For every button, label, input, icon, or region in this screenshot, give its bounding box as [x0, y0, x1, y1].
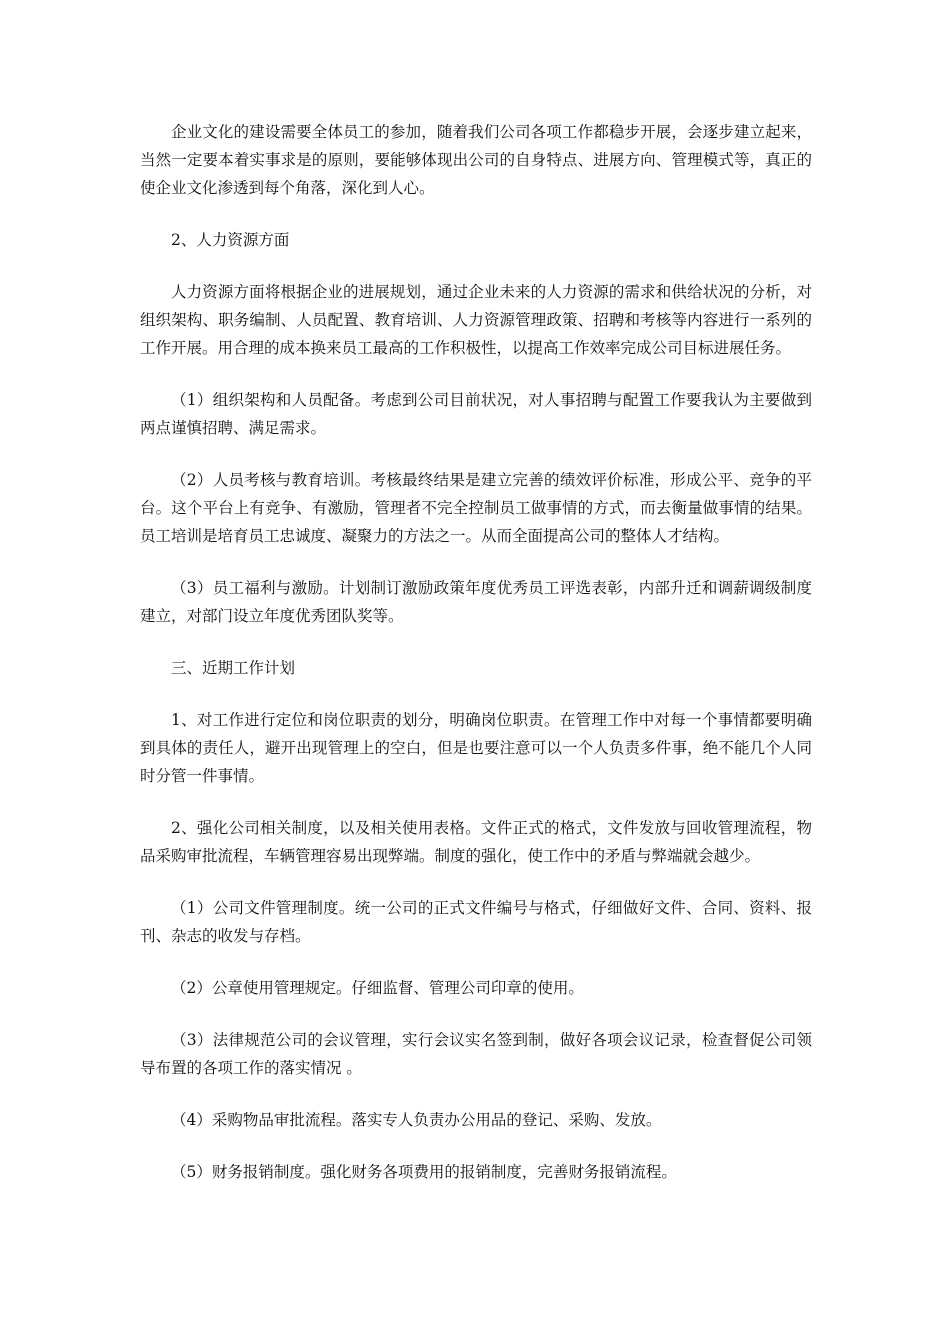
paragraph-meeting-management: （3）法律规范公司的会议管理，实行会议实名签到制，做好各项会议记录，检查督促公司领导布置的各项工作的落实情况 。 [140, 1031, 812, 1077]
paragraph-strengthen-systems: 2、强化公司相关制度，以及相关使用表格。文件正式的格式，文件发放与回收管理流程，物品采购审批流程，车辆管理容易出现弊端。制度的强化，使工作中的矛盾与弊端就会越少。 [140, 819, 812, 865]
section-heading-near-term-plan: 三、近期工作计划 [171, 659, 296, 677]
paragraph-job-positioning: 1、对工作进行定位和岗位职责的划分，明确岗位职责。在管理工作中对每一个事情都要明确到具体的责任人，避开出现管理上的空白，但是也要注意可以一个人负责多件事，绝不能几个人同时分管一件事情。 [140, 711, 812, 785]
paragraph-seal-usage: （2）公章使用管理规定。仔细监督、管理公司印章的使用。 [171, 979, 584, 997]
paragraph-org-structure: （1）组织架构和人员配备。考虑到公司目前状况，对人事招聘与配置工作要我认为主要做到两点谨慎招聘、满足需求。 [140, 391, 812, 437]
document-body [140, 118, 812, 1210]
paragraph-procurement-approval: （4）采购物品审批流程。落实专人负责办公用品的登记、采购、发放。 [171, 1111, 662, 1129]
paragraph-document-management: （1）公司文件管理制度。统一公司的正式文件编号与格式，仔细做好文件、合同、资料、报刊、杂志的收发与存档。 [140, 899, 812, 945]
paragraph-welfare-incentives: （3）员工福利与激励。计划制订激励政策年度优秀员工评选表彰，内部升迁和调薪调级制度建立，对部门设立年度优秀团队奖等。 [140, 579, 812, 625]
section-heading-human-resources: 2、人力资源方面 [171, 231, 290, 249]
paragraph-hr-overview: 人力资源方面将根据企业的进展规划，通过企业未来的人力资源的需求和供给状况的分析，对组织架构、职务编制、人员配置、教育培训、人力资源管理政策、招聘和考核等内容进行一系列的工作开展。用合理的成本换来员工最高的工作积极性，以提高工作效率完成公司目标进展任务。 [140, 283, 812, 357]
paragraph-corporate-culture: 企业文化的建设需要全体员工的参加，随着我们公司各项工作都稳步开展，会逐步建立起来，当然一定要本着实事求是的原则，要能够体现出公司的自身特点、进展方向、管理模式等，真正的使企业文化渗透到每个角落，深化到人心。 [140, 123, 812, 197]
paragraph-expense-reimbursement: （5）财务报销制度。强化财务各项费用的报销制度，完善财务报销流程。 [171, 1163, 677, 1181]
paragraph-assessment-training: （2）人员考核与教育培训。考核最终结果是建立完善的绩效评价标准，形成公平、竞争的平台。这个平台上有竞争、有激励，管理者不完全控制员工做事情的方式，而去衡量做事情的结果。员工培训是培育员工忠诚度、凝聚力的方法之一。从而全面提高公司的整体人才结构。 [140, 471, 812, 545]
